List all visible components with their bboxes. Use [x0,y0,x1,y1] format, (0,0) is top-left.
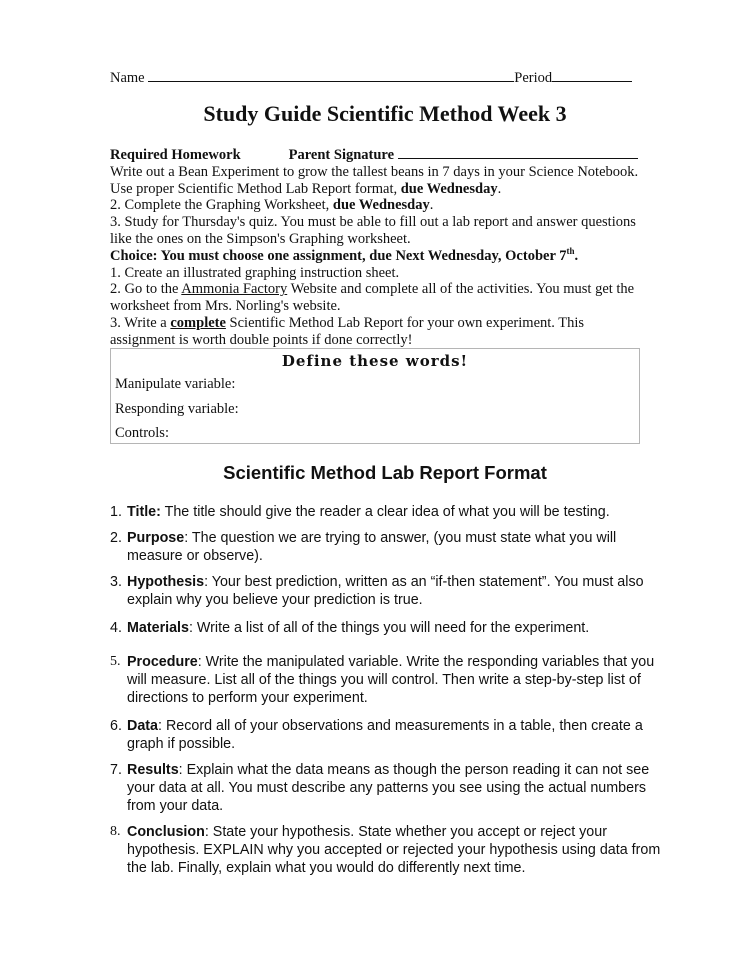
bean-line-a: Write out a Bean Experiment to grow the tallest beans in 7 days in your Science Notebook. [110,163,639,180]
report-item-procedure [110,653,662,707]
item-text: : Your best prediction, written as an “if-then statement”. You must also explain why you believe your prediction is true. [127,574,644,608]
item-label: Conclusion [127,824,205,840]
define-row-controls: Controls: [115,425,169,441]
define-title: Define these words! [281,352,469,370]
report-title: Scientific Method Lab Report Format [223,462,547,483]
period-label: Period [514,70,553,86]
item-text: : Write the manipulated variable. Write the responding variables that you will measure. List all of the things you will control. Then write a step-by-step list of directions to perform your experiment. [127,654,655,706]
homework-section [110,145,658,349]
item-number: 8. [110,824,121,839]
item-number: 7. [110,762,122,778]
item-number: 3. [110,574,122,590]
report-item-results [110,761,662,815]
choice3-pre: 3. Write a [110,314,171,331]
choice-2 [110,281,658,298]
item-label: Procedure [127,654,198,670]
item-label: Materials [127,620,189,636]
choice-3b: assignment is worth double points if done correctly! [110,331,413,348]
bean-due: due Wednesday [400,180,498,197]
choice-heading: Choice: You must choose one assignment, due Next Wednesday, October 7th. [110,245,579,264]
homework-item-2: 2. Complete the Graphing Worksheet, due Wednesday. [110,197,434,214]
item2-text: 2. Complete the Graphing Worksheet, [110,197,330,214]
choice2-pre: 2. Go to the [110,281,182,298]
item-number: 1. [110,504,122,520]
homework-heading [110,145,658,164]
choice3-complete: complete [170,314,226,331]
report-item-conclusion [110,823,662,877]
choice-3 [110,315,658,332]
item-text: : The question we are trying to answer, (you must state what you will measure or observe). [127,530,617,564]
choice-text: Choice: You must choose one assignment, due Next Wednesday, October 7 [110,247,567,264]
required-homework-label: Required Homework [110,147,241,163]
item-text: : State your hypothesis. State whether you accept or reject your hypothesis. EXPLAIN why you accepted or rejected your hypothesis using data from the lab. Finally, explain what you would do differently next time. [127,824,661,876]
item-text: : Explain what the data means as though the person reading it can not see your data at all. You must describe any patterns you see using the actual numbers from your data. [127,762,650,814]
name-period-line [110,68,640,87]
item2-due: due Wednesday [332,197,430,214]
homework-item-3a: 3. Study for Thursday's quiz. You must be able to fill out a lab report and answer questions [110,214,636,231]
period-blank [552,68,632,82]
bean-line-b: Use proper Scientific Method Lab Report format, due Wednesday. [110,180,502,197]
signature-blank [398,145,638,159]
define-row-responding: Responding variable: [115,401,239,417]
item-number: 4. [110,620,122,636]
homework-item-3b: like the ones on the Simpson's Graphing worksheet. [110,230,411,247]
item-number: 5. [110,654,121,669]
item-label: Results [127,762,179,778]
choice-sup: th [566,245,575,256]
report-item-purpose [110,529,662,565]
choice-1: 1. Create an illustrated graphing instruction sheet. [110,264,400,281]
report-item-hypothesis [110,573,662,609]
item-label: Purpose [127,530,185,546]
name-blank [148,68,514,82]
report-item-title [110,503,662,521]
report-item-materials [110,619,662,637]
item-number: 6. [110,718,122,734]
item-label: Data [127,718,158,734]
item-label: Title: [127,504,161,520]
choice3-post: Scientific Method Lab Report for your own experiment. This [225,314,585,331]
item-text: The title should give the reader a clear idea of what you will be testing. [160,504,610,520]
item-text: : Write a list of all of the things you will need for the experiment. [188,620,590,636]
parent-signature-label: Parent Signature [288,147,395,163]
ammonia-factory-link[interactable]: Ammonia Factory [181,281,288,298]
name-label: Name [110,70,145,86]
item-number: 2. [110,530,122,546]
report-item-data [110,717,662,753]
item-text: : Record all of your observations and measurements in a table, then create a graph if possible. [127,718,643,752]
define-row-manipulate: Manipulate variable: [115,376,236,392]
define-words-box [110,348,640,444]
item-label: Hypothesis [127,574,205,590]
page-title: Study Guide Scientific Method Week 3 [203,101,567,126]
choice-2b: worksheet from Mrs. Norling's website. [110,298,341,315]
choice2-post: Website and complete all of the activities. You must get the [287,281,635,298]
bean-line-b-text: Use proper Scientific Method Lab Report format, [110,180,398,197]
